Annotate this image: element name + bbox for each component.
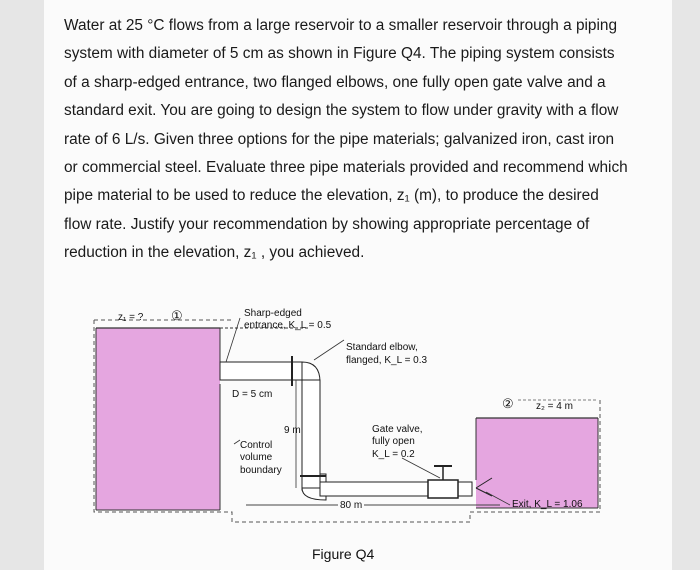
point-1-marker: ① <box>171 308 183 323</box>
elbow-label-line1: Standard elbow, <box>346 342 418 353</box>
leader-elbow <box>314 340 344 360</box>
valve-label-line1: Gate valve, <box>372 424 423 435</box>
figure-caption: Figure Q4 <box>312 546 375 562</box>
text-line: rate of 6 L/s. Given three options for the pipe materials; galvanized iron, cast iron <box>64 130 615 148</box>
valve-label-line3: K_L = 0.2 <box>372 449 415 460</box>
text-line: reduction in the elevation, z₁ , you achieved. <box>64 244 365 262</box>
reservoir-2-water <box>476 418 598 508</box>
diameter-label: D = 5 cm <box>232 389 273 400</box>
text-line: pipe material to be used to reduce the elevation, z₁ (m), to produce the desired <box>64 187 599 205</box>
leader-valve <box>402 458 440 478</box>
text-line: Water at 25 °C flows from a large reservoir to a smaller reservoir through a piping <box>64 17 618 34</box>
z2-label: z₂ = 4 m <box>536 401 573 412</box>
reservoir-1-water <box>96 328 220 510</box>
text-line: standard exit. You are going to design the system to flow under gravity with a flow <box>64 102 619 120</box>
exit-label: Exit, K_L = 1.06 <box>512 499 583 510</box>
cv-label-line3: boundary <box>240 465 282 476</box>
cv-label-line2: volume <box>240 452 273 463</box>
elbow-label-line2: flanged, K_L = 0.3 <box>346 355 428 366</box>
valve-label-line2: fully open <box>372 436 415 447</box>
gate-valve-body <box>428 480 458 498</box>
height-label: 9 m <box>284 425 301 436</box>
cv-label-line1: Control <box>240 440 273 451</box>
pipe-vertical <box>302 380 320 490</box>
entrance-label-line2: entrance, K_L = 0.5 <box>244 320 332 331</box>
entrance-label-line1: Sharp-edged <box>244 308 302 319</box>
length-label: 80 m <box>340 500 363 511</box>
leader-entrance <box>226 318 240 362</box>
text-line: of a sharp-edged entrance, two flanged elbows, one fully open gate valve and a <box>64 73 606 91</box>
text-line: system with diameter of 5 cm as shown in Figure Q4. The piping system consists <box>64 45 615 63</box>
text-line: flow rate. Justify your recommendation by showing appropriate percentage of <box>64 215 590 233</box>
text-line: or commercial steel. Evaluate three pipe materials provided and recommend which <box>64 159 628 177</box>
point-2-marker: ② <box>502 396 514 411</box>
pipe-horizontal-upper <box>220 362 302 380</box>
elbow-upper <box>302 362 320 382</box>
z1-label: z₁ = ? <box>118 312 144 323</box>
